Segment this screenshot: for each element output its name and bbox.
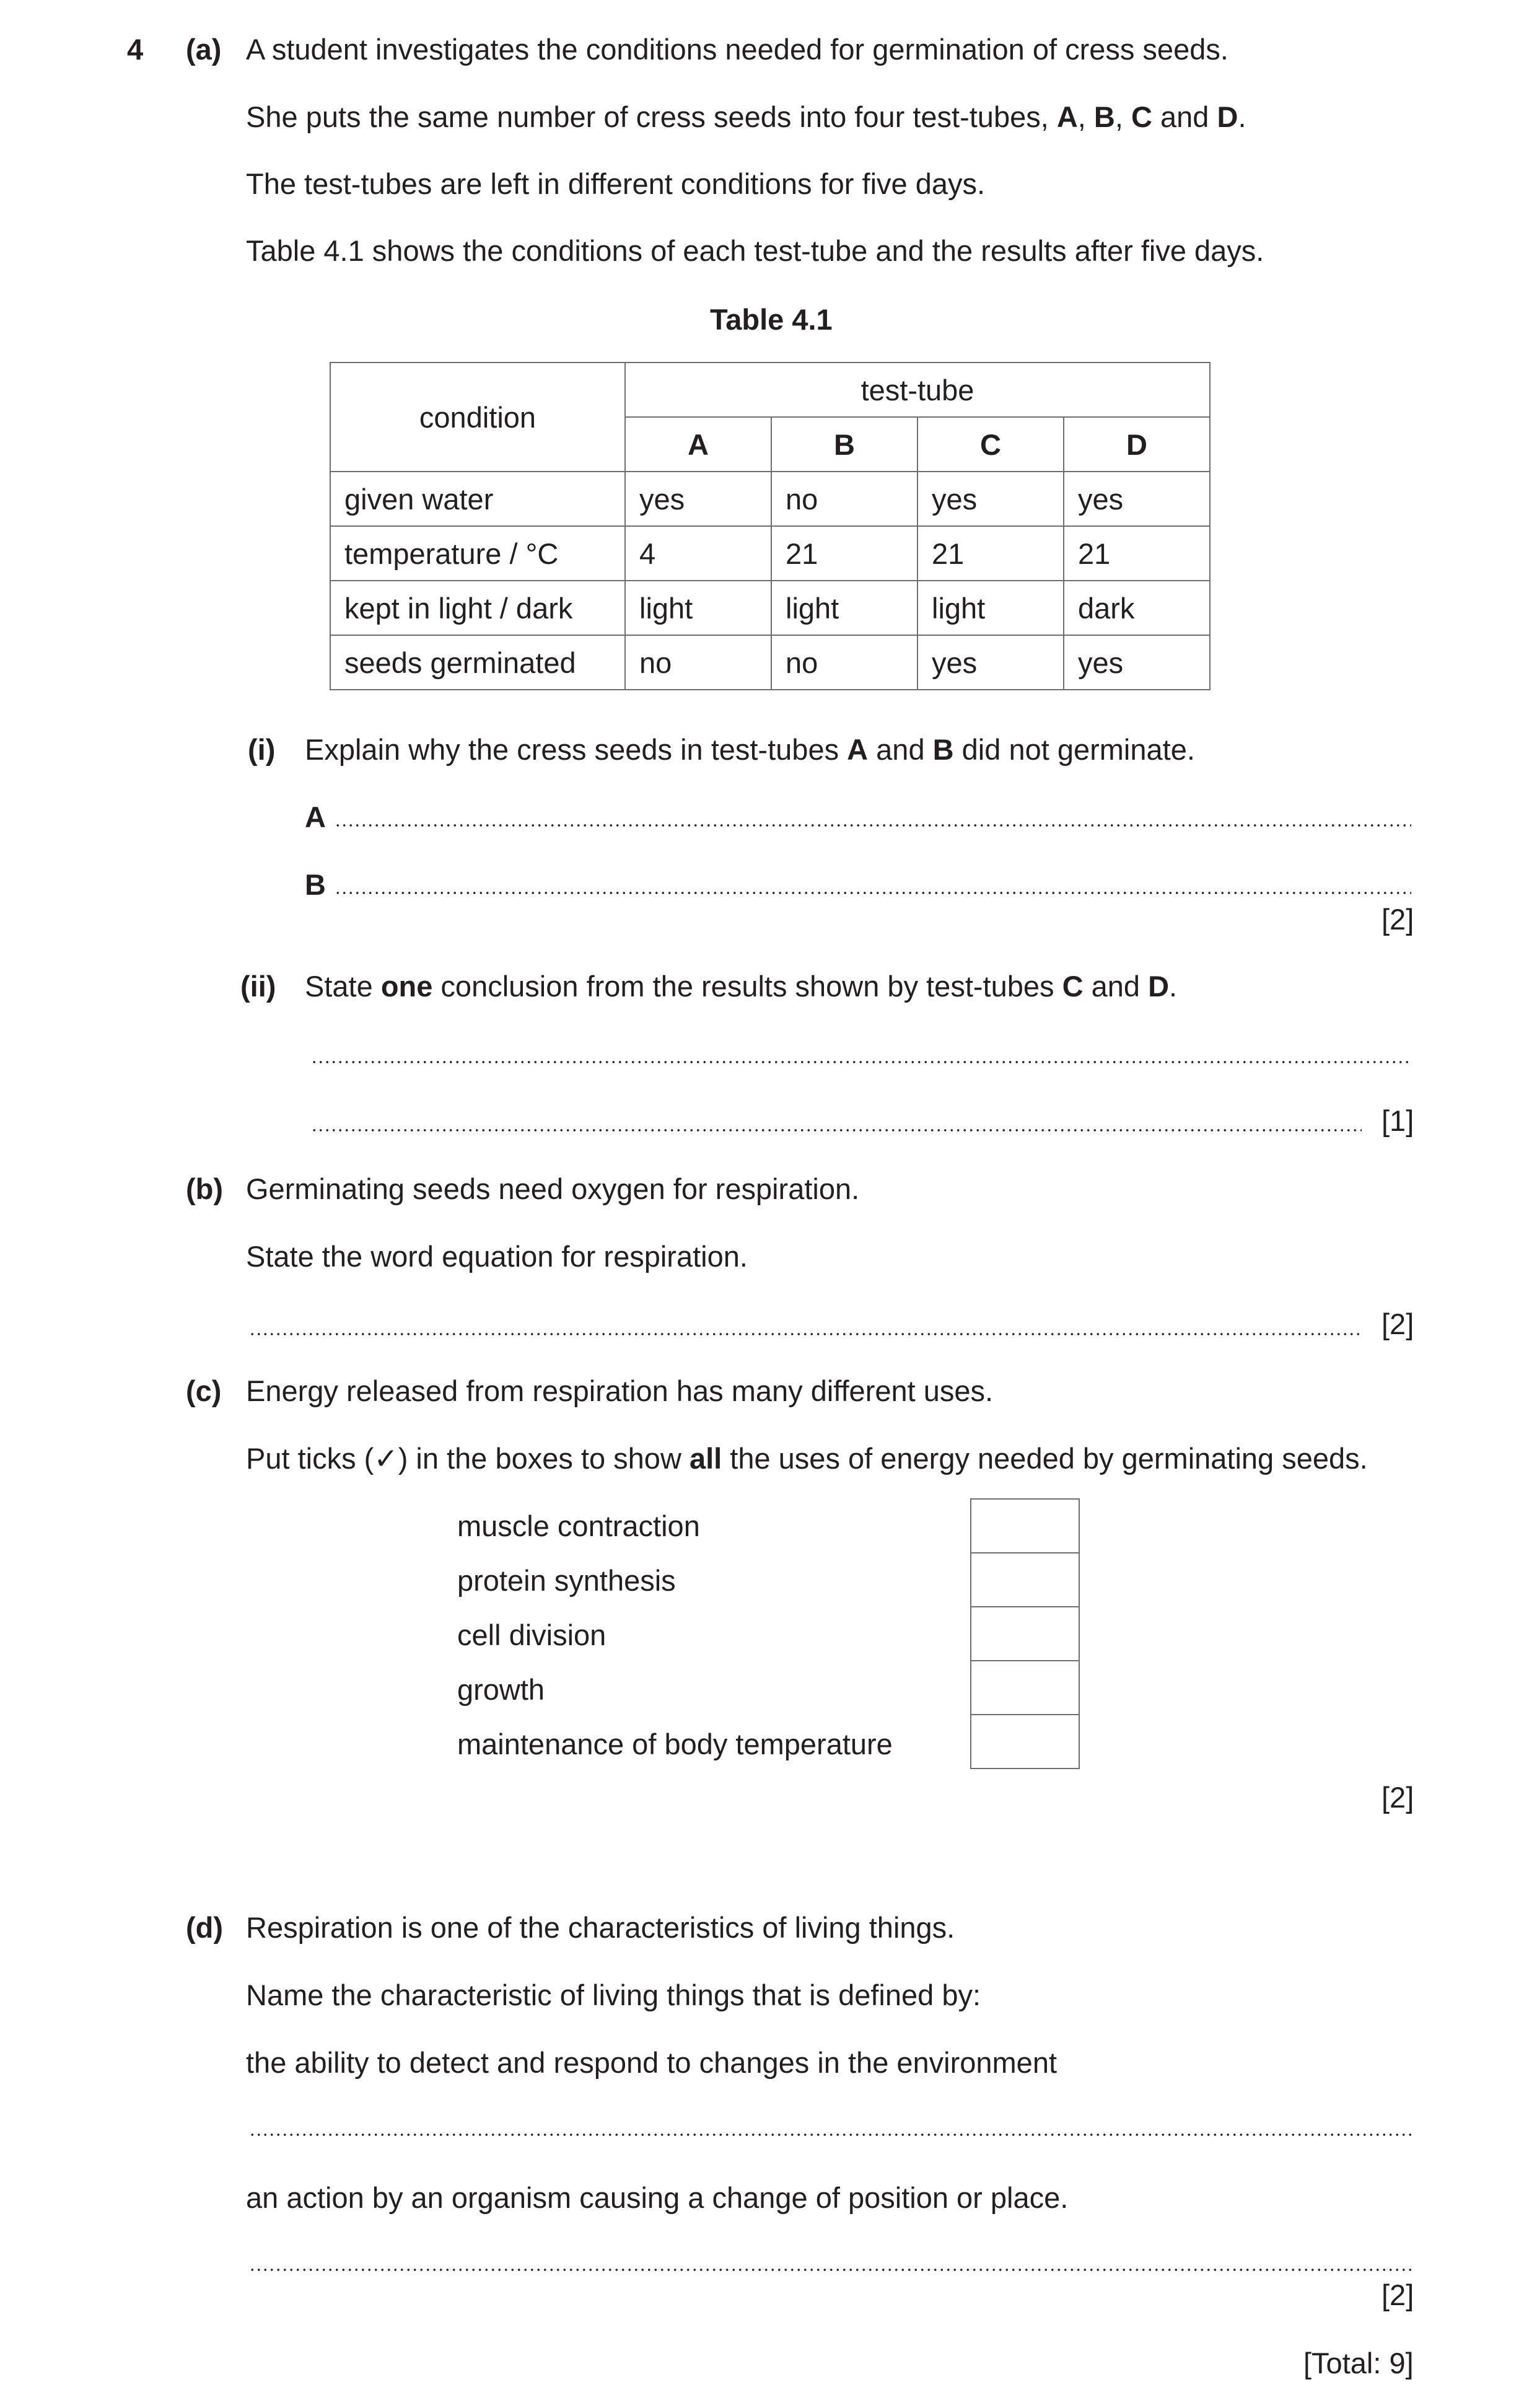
part-d-question: Name the characteristic of living things that is defined by: xyxy=(246,1979,981,2011)
table-cell: yes xyxy=(1064,472,1210,526)
column-header-a: A xyxy=(625,417,771,472)
part-c-question: Put ticks (✓) in the boxes to show all the uses of energy needed by germinating seeds. xyxy=(246,1442,1368,1475)
question-number: 4 xyxy=(127,33,144,66)
part-c-label: (c) xyxy=(186,1374,222,1407)
answer-line[interactable] xyxy=(311,1060,1411,1064)
row-label: temperature / °C xyxy=(330,526,625,581)
tick-box-growth[interactable] xyxy=(970,1660,1080,1715)
tick-box-body-temperature[interactable] xyxy=(970,1714,1080,1769)
part-a-table-intro: Table 4.1 shows the conditions of each test-tube and the results after five days. xyxy=(246,234,1264,267)
table-cell: 21 xyxy=(1064,526,1210,581)
answer-line-a-label: A xyxy=(305,801,326,833)
table-cell: no xyxy=(771,635,917,690)
answer-line-a[interactable] xyxy=(335,824,1411,827)
part-a-ii-marks: [1] xyxy=(1382,1104,1414,1137)
results-table xyxy=(330,362,1211,690)
table-row xyxy=(330,635,1210,690)
answer-line-b-label: B xyxy=(305,868,326,901)
answer-line-b[interactable] xyxy=(335,891,1411,895)
table-cell: yes xyxy=(625,472,771,526)
part-a-i-label: (i) xyxy=(248,733,276,766)
answer-line[interactable] xyxy=(249,2268,1411,2272)
table-cell: 21 xyxy=(917,526,1064,581)
answer-line[interactable] xyxy=(249,1332,1362,1336)
part-b-marks: [2] xyxy=(1382,1307,1414,1340)
part-d-definition-2: an action by an organism causing a change of position or place. xyxy=(246,2181,1069,2214)
table-row xyxy=(330,581,1210,635)
part-a-ii-question: State one conclusion from the results shown by test-tubes C and D. xyxy=(305,970,1178,1003)
part-b-intro: Germinating seeds need oxygen for respiration. xyxy=(246,1172,860,1205)
column-header-d: D xyxy=(1064,417,1210,472)
row-label: kept in light / dark xyxy=(330,581,625,635)
tick-box-protein-synthesis[interactable] xyxy=(970,1552,1080,1607)
table-cell: 4 xyxy=(625,526,771,581)
column-header-b: B xyxy=(771,417,917,472)
part-c-intro: Energy released from respiration has many different uses. xyxy=(246,1374,994,1407)
part-a-label: (a) xyxy=(186,33,222,66)
tick-box-muscle-contraction[interactable] xyxy=(970,1498,1080,1553)
option-label: maintenance of body temperature xyxy=(457,1728,893,1760)
part-c-marks: [2] xyxy=(1382,1781,1414,1814)
table-caption: Table 4.1 xyxy=(710,303,833,336)
total-marks: [Total: 9] xyxy=(1303,2347,1414,2379)
table-cell: dark xyxy=(1064,581,1210,635)
table-row xyxy=(330,472,1210,526)
table-cell: light xyxy=(625,581,771,635)
row-label: seeds germinated xyxy=(330,635,625,690)
option-label: cell division xyxy=(457,1619,606,1651)
part-b-label: (b) xyxy=(186,1172,224,1205)
part-d-marks: [2] xyxy=(1382,2278,1414,2311)
part-a-intro: A student investigates the conditions needed for germination of cress seeds. xyxy=(246,33,1228,66)
part-d-intro: Respiration is one of the characteristics of living things. xyxy=(246,1911,955,1944)
answer-line[interactable] xyxy=(249,2133,1411,2137)
part-a-test-tubes-text: She puts the same number of cress seeds into four test-tubes, A, B, C and D. xyxy=(246,100,1246,133)
table-cell: light xyxy=(771,581,917,635)
table-cell: no xyxy=(625,635,771,690)
answer-line[interactable] xyxy=(311,1128,1362,1132)
condition-header: condition xyxy=(330,363,625,472)
table-cell: yes xyxy=(917,635,1064,690)
table-cell: light xyxy=(917,581,1064,635)
table-cell: no xyxy=(771,472,917,526)
part-a-conditions-text: The test-tubes are left in different conditions for five days. xyxy=(246,167,986,200)
option-label: protein synthesis xyxy=(457,1564,676,1597)
option-label: muscle contraction xyxy=(457,1509,700,1542)
row-label: given water xyxy=(330,472,625,526)
part-a-i-marks: [2] xyxy=(1382,903,1414,936)
table-cell: 21 xyxy=(771,526,917,581)
part-b-question: State the word equation for respiration. xyxy=(246,1240,748,1273)
table-cell: yes xyxy=(917,472,1064,526)
part-a-ii-label: (ii) xyxy=(240,970,276,1003)
tick-box-cell-division[interactable] xyxy=(970,1606,1080,1661)
column-header-c: C xyxy=(917,417,1064,472)
part-d-definition-1: the ability to detect and respond to changes in the environment xyxy=(246,2046,1058,2079)
option-label: growth xyxy=(457,1673,545,1706)
part-a-i-question: Explain why the cress seeds in test-tubes A and B did not germinate. xyxy=(305,733,1195,766)
test-tube-header: test-tube xyxy=(625,363,1210,417)
part-d-label: (d) xyxy=(186,1911,224,1944)
table-cell: yes xyxy=(1064,635,1210,690)
table-row xyxy=(330,526,1210,581)
